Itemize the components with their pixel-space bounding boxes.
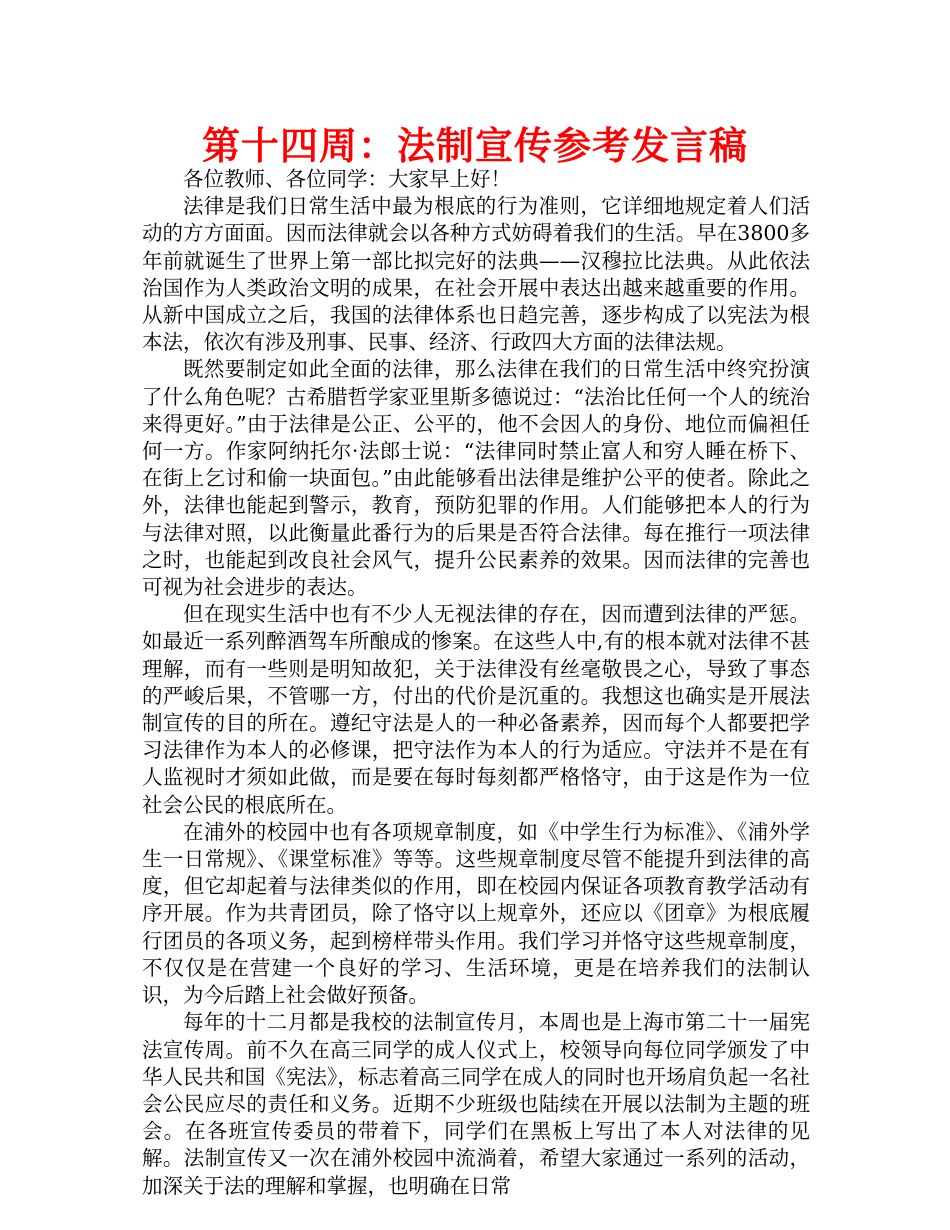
paragraph: 法律是我们日常生活中最为根底的行为准则，它详细地规定着人们活动的方方面面。因而法律就会以各种方式妨碍着我们的生活。早在3800多年前就诞生了世界上第一部比拟完好的法典——汉穆拉比法典。从此依法治国作为人类政治文明的成果，在社会开展中表达出越来越重要的作用。从新中国成立之后，我国的法律体系也日趋完善，逐步构成了以宪法为根本法，依次有涉及刑事、民事、经济、行政四大方面的法律法规。 (142, 194, 810, 355)
paragraph: 每年的十二月都是我校的法制宣传月，本周也是上海市第二十一届宪法宣传周。前不久在高三同学的成人仪式上，校领导向每位同学颁发了中华人民共和国《宪法》，标志着高三同学在成人的同时也开场肩负起一名社会公民应尽的责任和义务。近期不少班级也陆续在开展以法制为主题的班会。在各班宣传委员的带着下，同学们在黑板上写出了本人对法律的见解。法制宣传又一次在浦外校园中流淌着，希望大家通过一系列的活动，加深关于法的理解和掌握，也明确在日常 (142, 1010, 810, 1198)
paragraph-greeting: 各位教师、各位同学：大家早上好！ (183, 167, 511, 191)
paragraph: 在浦外的校园中也有各项规章制度，如《中学生行为标准》、《浦外学生一日常规》、《课堂标准》等等。这些规章制度尽管不能提升到法律的高度，但它却起着与法律类似的作用，即在校园内保证各项教育教学活动有序开展。作为共青团员，除了恪守以上规章外，还应以《团章》为根底履行团员的各项义务，起到榜样带头作用。我们学习并恪守这些规章制度，不仅仅是在营建一个良好的学习、生活环境，更是在培养我们的法制认识，为今后踏上社会做好预备。 (142, 819, 810, 1008)
document-title: 第十四周：法制宣传参考发言稿 (201, 124, 748, 168)
paragraph: 既然要制定如此全面的法律，那么法律在我们的日常生活中终究扮演了什么角色呢？古希腊哲学家亚里斯多德说过：“法治比任何一个人的统治来得更好。”由于法律是公正、公平的，他不会因人的身份、地位而偏袒任何一方。作家阿纳托尔·法郎士说：“法律同时禁止富人和穷人睡在桥下、在街上乞讨和偷一块面包。”由此能够看出法律是维护公平的使者。除此之外，法律也能起到警示，教育，预防犯罪的作用。人们能够把本人的行为与法律对照，以此衡量此番行为的后果是否符合法律。每在推行一项法律之时，也能起到改良社会风气，提升公民素养的效果。因而法律的完善也可视为社会进步的表达。 (142, 357, 810, 600)
paragraph: 但在现实生活中也有不少人无视法律的存在，因而遭到法律的严惩。如最近一系列醉酒驾车所酿成的惨案。在这些人中,有的根本就对法律不甚理解，而有一些则是明知故犯，关于法律没有丝毫敬畏之心，导致了事态的严峻后果，不管哪一方，付出的代价是沉重的。我想这也确实是开展法制宣传的目的所在。遵纪守法是人的一种必备素养，因而每个人都要把学习法律作为本人的必修课，把守法作为本人的行为适应。守法并不是在有人监视时才须如此做，而是要在每时每刻都严格恪守，由于这是作为一位社会公民的根底所在。 (142, 602, 810, 817)
document-body (142, 166, 810, 1200)
